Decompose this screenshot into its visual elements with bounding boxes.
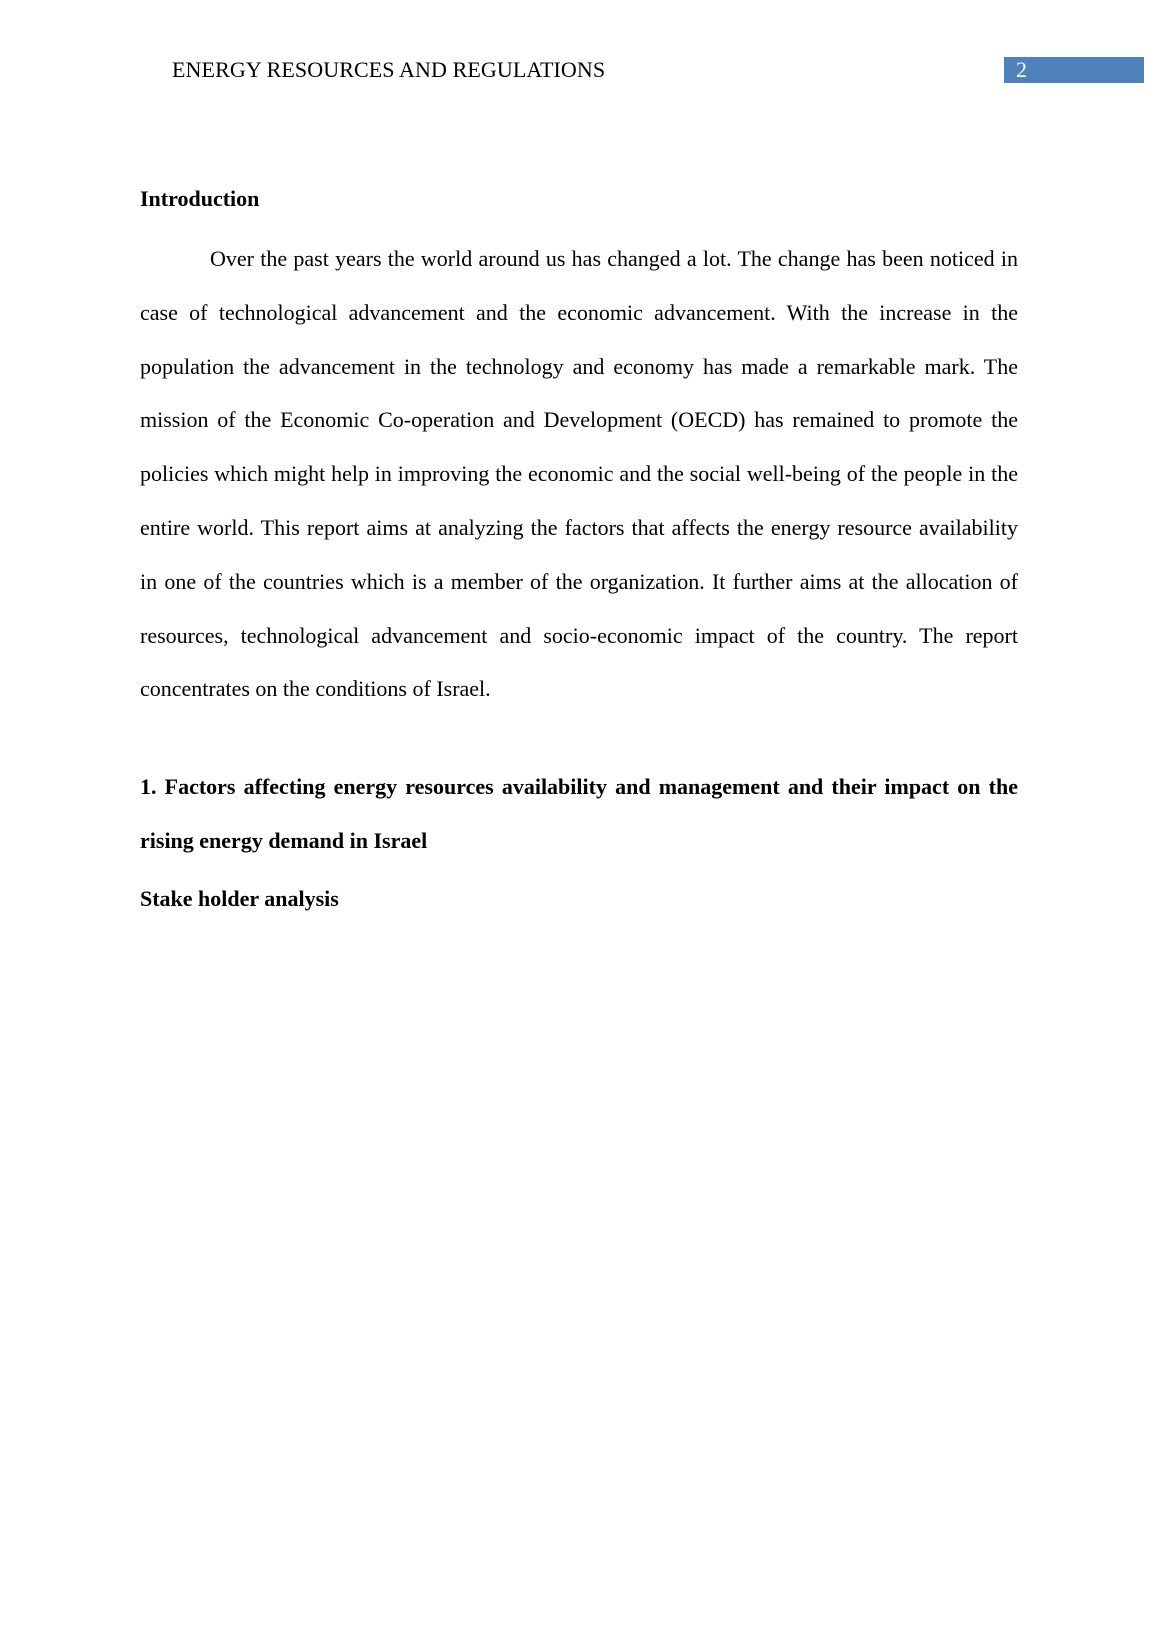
document-body	[140, 184, 1018, 914]
introduction-heading: Introduction	[140, 186, 260, 211]
section-1-heading: 1. Factors affecting energy resources availability and management and their impact on the rising energy demand in Israel	[140, 774, 1018, 853]
page-number: 2	[1016, 57, 1027, 82]
running-header-title: ENERGY RESOURCES AND REGULATIONS	[172, 57, 606, 82]
introduction-paragraph: Over the past years the world around us has changed a lot. The change has been noticed in case of technological advancement and the economic advancement. With the increase in the population the advancement in the technology and economy has made a remarkable mark. The mission of the Economic Co-operation and Development (OECD) has remained to promote the policies which might help in improving the economic and the social well-being of the people in the entire world. This report aims at analyzing the factors that affects the energy resource availability in one of the countries which is a member of the organization. It further aims at the allocation of resources, technological advancement and socio-economic impact of the country. The report concentrates on the conditions of Israel.	[140, 246, 1018, 702]
stakeholder-analysis-heading: Stake holder analysis	[140, 885, 339, 911]
page-number-badge	[1004, 57, 1144, 83]
